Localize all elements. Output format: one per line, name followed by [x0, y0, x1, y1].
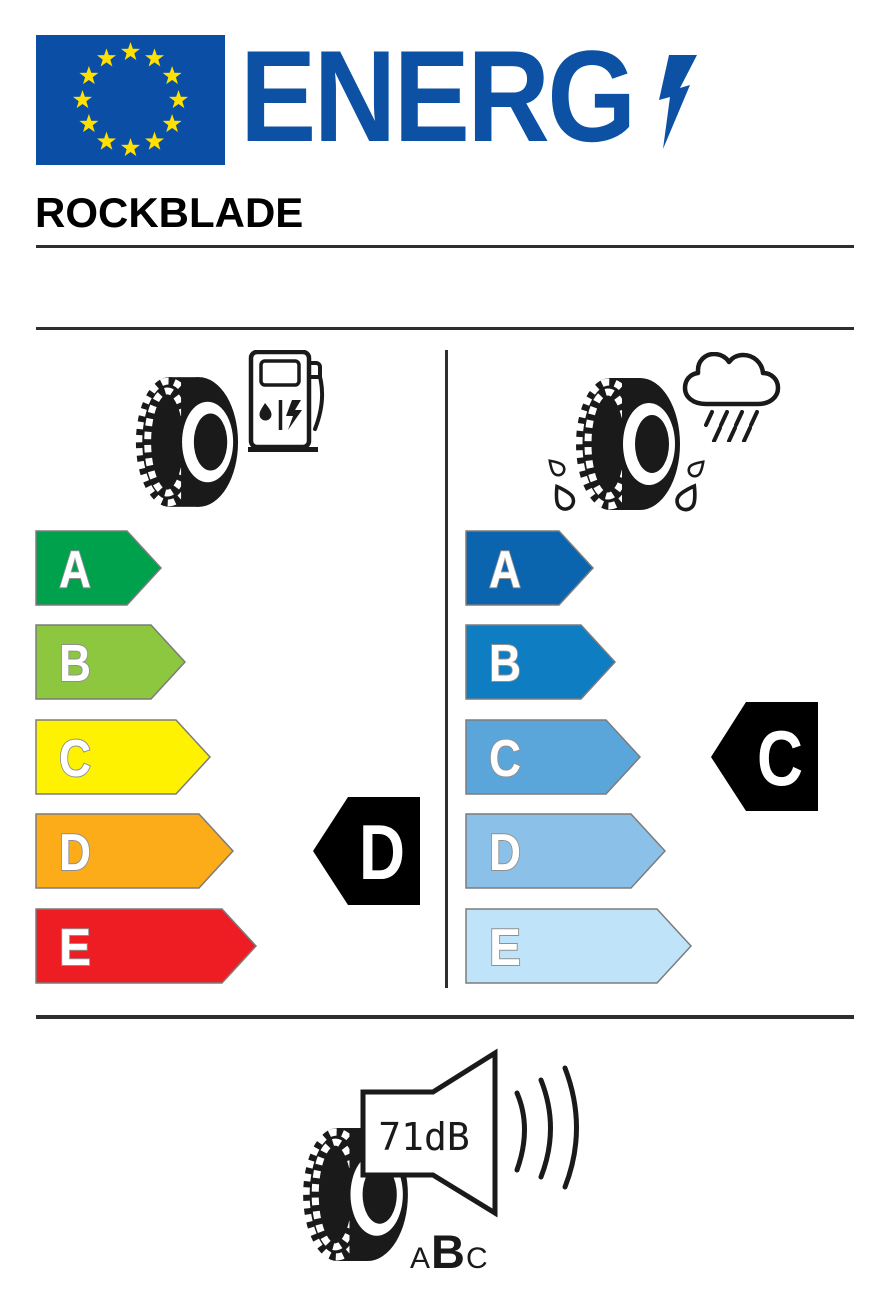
wet-grip-class-label-C: C — [489, 730, 521, 788]
fuel-efficiency-class-arrow-C — [35, 719, 212, 795]
fuel-efficiency-rating-letter: D — [359, 808, 405, 896]
noise-class-scale — [410, 1225, 488, 1278]
brand-name: ROCKBLADE — [35, 189, 304, 236]
noise-section-line — [36, 1015, 854, 1019]
wet-grip-rating-arrow — [710, 701, 820, 812]
fuel-efficiency-class-arrow-A — [35, 530, 163, 606]
wet-grip-rating-letter: C — [757, 714, 803, 802]
wet-grip-class-label-E: E — [489, 919, 521, 977]
wet-grip-class-arrow-D — [465, 813, 667, 889]
eu-flag-logo — [36, 35, 225, 165]
top-section-line — [36, 327, 854, 330]
noise-class-A: A — [410, 1242, 431, 1275]
lightning-bolt-icon — [655, 55, 697, 149]
fuel-pump-icon — [248, 350, 326, 454]
water-splash-icon — [533, 445, 718, 525]
header-divider-line — [36, 245, 854, 248]
fuel-efficiency-class-label-D: D — [59, 824, 91, 882]
fuel-efficiency-class-label-C: C — [59, 730, 91, 788]
fuel-efficiency-class-arrow-B — [35, 624, 187, 700]
energ-text: ENERG — [240, 23, 634, 169]
wet-grip-class-label-B: B — [489, 635, 521, 693]
fuel-tyre-icon — [130, 374, 240, 510]
noise-decibel-value: 71dB — [378, 1115, 470, 1159]
fuel-efficiency-rating-arrow — [312, 796, 422, 906]
wet-grip-class-label-D: D — [489, 824, 521, 882]
wet-grip-class-arrow-A — [465, 530, 595, 606]
noise-class-C: C — [465, 1242, 488, 1275]
energ-wordmark — [240, 23, 634, 169]
wet-grip-class-arrow-B — [465, 624, 617, 700]
noise-class-B-selected: B — [431, 1225, 465, 1278]
rain-cloud-icon — [682, 352, 782, 442]
fuel-efficiency-class-label-B: B — [59, 635, 91, 693]
fuel-efficiency-class-arrow-D — [35, 813, 235, 889]
wet-grip-class-arrow-C — [465, 719, 642, 795]
wet-grip-class-label-A: A — [489, 541, 521, 599]
fuel-efficiency-class-label-A: A — [59, 541, 91, 599]
noise-speaker-icon — [358, 1046, 500, 1218]
sound-waves-icon — [508, 1058, 592, 1194]
fuel-efficiency-class-label-E: E — [59, 919, 91, 977]
wet-grip-class-arrow-E — [465, 908, 693, 984]
rain-drops — [706, 412, 757, 441]
panel-divider-line — [445, 350, 448, 988]
fuel-efficiency-class-arrow-E — [35, 908, 258, 984]
